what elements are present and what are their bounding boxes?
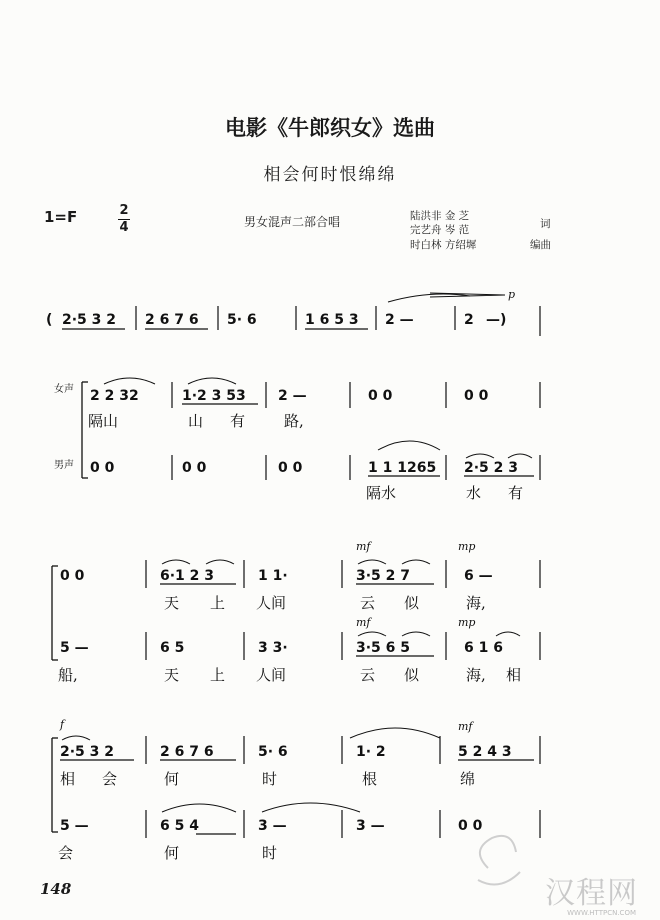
s2-female-lyric-5: 似 [404, 594, 420, 612]
time-signature-bottom: 4 [119, 220, 129, 235]
credit-role-1: 词 [540, 218, 551, 230]
s1-female-measure-4: 0 0 [368, 388, 393, 404]
system2-bracket [52, 566, 58, 660]
s2-male-measure-2: 6 5 [160, 640, 185, 656]
s2-male-lyric-8: 相 [506, 666, 522, 684]
intro-measure-3: 5· 6 [227, 312, 257, 328]
s1-female-slur-1 [104, 378, 155, 384]
s1-male-lyric-2: 水 [466, 484, 482, 502]
s2-dynamic-mf-1: mf [356, 540, 371, 553]
s2-dynamic-mp-2: mp [458, 616, 476, 629]
s2-male-slur-1 [358, 632, 386, 636]
s2-female-slur-2 [206, 560, 234, 564]
s1-male-measure-1: 0 0 [90, 460, 115, 476]
s1-male-measure-4: 1 1 1265 [368, 460, 437, 476]
intro-open-paren: ( [46, 312, 53, 328]
s2-male-lyric-4: 人间 [256, 666, 287, 684]
page-number: 148 [40, 880, 72, 898]
intro-measure-5: 2 — [385, 312, 414, 328]
key-signature: 1=F [44, 208, 78, 226]
s3-female-lyric-3: 何 [164, 770, 180, 788]
system3-bracket [52, 738, 58, 832]
s3-female-lyric-4: 时 [262, 770, 278, 788]
s2-female-measure-5: 6 — [464, 568, 493, 584]
s3-female-measure-5: 5 2 4 3 [458, 744, 512, 760]
s1-male-slur-2 [466, 454, 494, 458]
intro-measure-2: 2 6 7 6 [145, 312, 199, 328]
s2-male-measure-4: 3·5 6 5 [356, 640, 411, 656]
s2-female-measure-4: 3·5 2 7 [356, 568, 411, 584]
s1-male-measure-5: 2·5 2 3 [464, 460, 519, 476]
s3-female-lyric-2: 会 [102, 770, 118, 788]
s3-female-slur-2 [350, 728, 440, 738]
s3-dynamic-f: f [60, 718, 65, 731]
s1-female-lyric-2: 山 [188, 412, 204, 430]
s3-dynamic-mf: mf [458, 720, 473, 733]
performance-type: 男女混声二部合唱 [244, 215, 341, 229]
part-female-label-1: 女声 [54, 384, 74, 395]
s2-male-lyric-3: 上 [210, 666, 226, 684]
s3-female-lyric-6: 绵 [460, 770, 476, 788]
s3-male-measure-2: 6 5 4 [160, 818, 199, 834]
s3-female-lyric-5: 根 [362, 770, 378, 788]
s2-male-lyric-7: 海, [466, 666, 486, 684]
s3-male-measure-3: 3 — [258, 818, 287, 834]
s2-male-slur-2 [402, 632, 430, 636]
intro-tie [388, 294, 470, 302]
s2-female-measure-1: 0 0 [60, 568, 85, 584]
watermark-text: 汉程网 [545, 876, 638, 911]
s2-dynamic-mf-2: mf [356, 616, 371, 629]
s2-female-lyric-3: 人间 [256, 594, 287, 612]
song-subtitle: 相会何时恨绵绵 [263, 165, 397, 185]
s3-male-tie [262, 803, 360, 812]
s3-female-measure-2: 2 6 7 6 [160, 744, 214, 760]
s2-female-lyric-1: 天 [164, 594, 180, 612]
intro-crescendo [430, 293, 505, 297]
credit-names-1: 陆洪非 金 芝 [410, 210, 470, 222]
intro-measure-1: 2·5 3 2 [62, 312, 117, 328]
intro-measure-4: 1 6 5 3 [305, 312, 359, 328]
s2-male-lyric-6: 似 [404, 666, 420, 684]
s1-female-lyric-3: 有 [230, 412, 246, 430]
s3-female-slur-1 [62, 736, 90, 740]
s2-male-slur-3 [496, 632, 520, 636]
s2-male-measure-1: 5 — [60, 640, 89, 656]
s1-female-measure-2: 1·2 3 53 [182, 388, 246, 404]
s2-female-lyric-4: 云 [360, 594, 376, 612]
s3-female-measure-3: 5· 6 [258, 744, 288, 760]
s1-female-lyric-4: 路, [284, 412, 304, 430]
s3-male-lyric-3: 时 [262, 844, 278, 862]
system1-bracket [82, 382, 88, 478]
s2-male-lyric-5: 云 [360, 666, 376, 684]
s2-female-lyric-2: 上 [210, 594, 226, 612]
watermark-url: WWW.HTTPCN.COM [567, 909, 636, 917]
song-title: 电影《牛郎织女》选曲 [225, 116, 435, 140]
credit-names-3: 时白林 方绍墀 [410, 239, 477, 251]
s2-female-slur-1 [162, 560, 190, 564]
credit-names-2: 完艺舟 岑 范 [410, 224, 470, 236]
s2-female-lyric-6: 海, [466, 594, 486, 612]
time-signature-top: 2 [119, 203, 129, 218]
s3-female-measure-1: 2·5 3 2 [60, 744, 115, 760]
s2-male-measure-5: 6 1 6 [464, 640, 503, 656]
s2-female-measure-3: 1 1· [258, 568, 288, 584]
part-male-label-1: 男声 [54, 460, 74, 471]
s1-male-slur-1 [378, 441, 440, 450]
intro-measure-6: 2 [464, 312, 474, 328]
dynamic-p: p [508, 288, 516, 301]
s1-female-slur-2 [188, 378, 236, 384]
s1-male-measure-2: 0 0 [182, 460, 207, 476]
s1-male-slur-3 [508, 454, 532, 458]
s1-female-measure-1: 2 2 32 [90, 388, 139, 404]
s2-male-lyric-1: 船, [58, 666, 78, 684]
s2-female-measure-2: 6·1 2 3 [160, 568, 215, 584]
s3-male-slur-1 [162, 804, 236, 812]
s2-male-lyric-2: 天 [164, 666, 180, 684]
s3-male-lyric-2: 何 [164, 844, 180, 862]
s3-male-measure-5: 0 0 [458, 818, 483, 834]
s2-dynamic-mp-1: mp [458, 540, 476, 553]
s3-female-lyric-1: 相 [60, 770, 76, 788]
s3-female-measure-4: 1· 2 [356, 744, 386, 760]
s1-female-measure-3: 2 — [278, 388, 307, 404]
credit-role-3: 编曲 [530, 239, 551, 251]
s3-male-measure-1: 5 — [60, 818, 89, 834]
s1-male-lyric-1: 隔水 [366, 484, 397, 502]
s2-male-measure-3: 3 3· [258, 640, 288, 656]
s1-female-lyric-1: 隔山 [88, 412, 119, 430]
intro-close: —) [486, 312, 507, 328]
s3-male-measure-4: 3 — [356, 818, 385, 834]
s1-female-measure-5: 0 0 [464, 388, 489, 404]
watermark-logo-icon [478, 836, 520, 885]
s3-male-lyric-1: 会 [58, 844, 74, 862]
s2-female-slur-3 [358, 560, 386, 564]
s1-male-measure-3: 0 0 [278, 460, 303, 476]
s2-female-slur-4 [402, 560, 430, 564]
s1-male-lyric-3: 有 [508, 484, 524, 502]
